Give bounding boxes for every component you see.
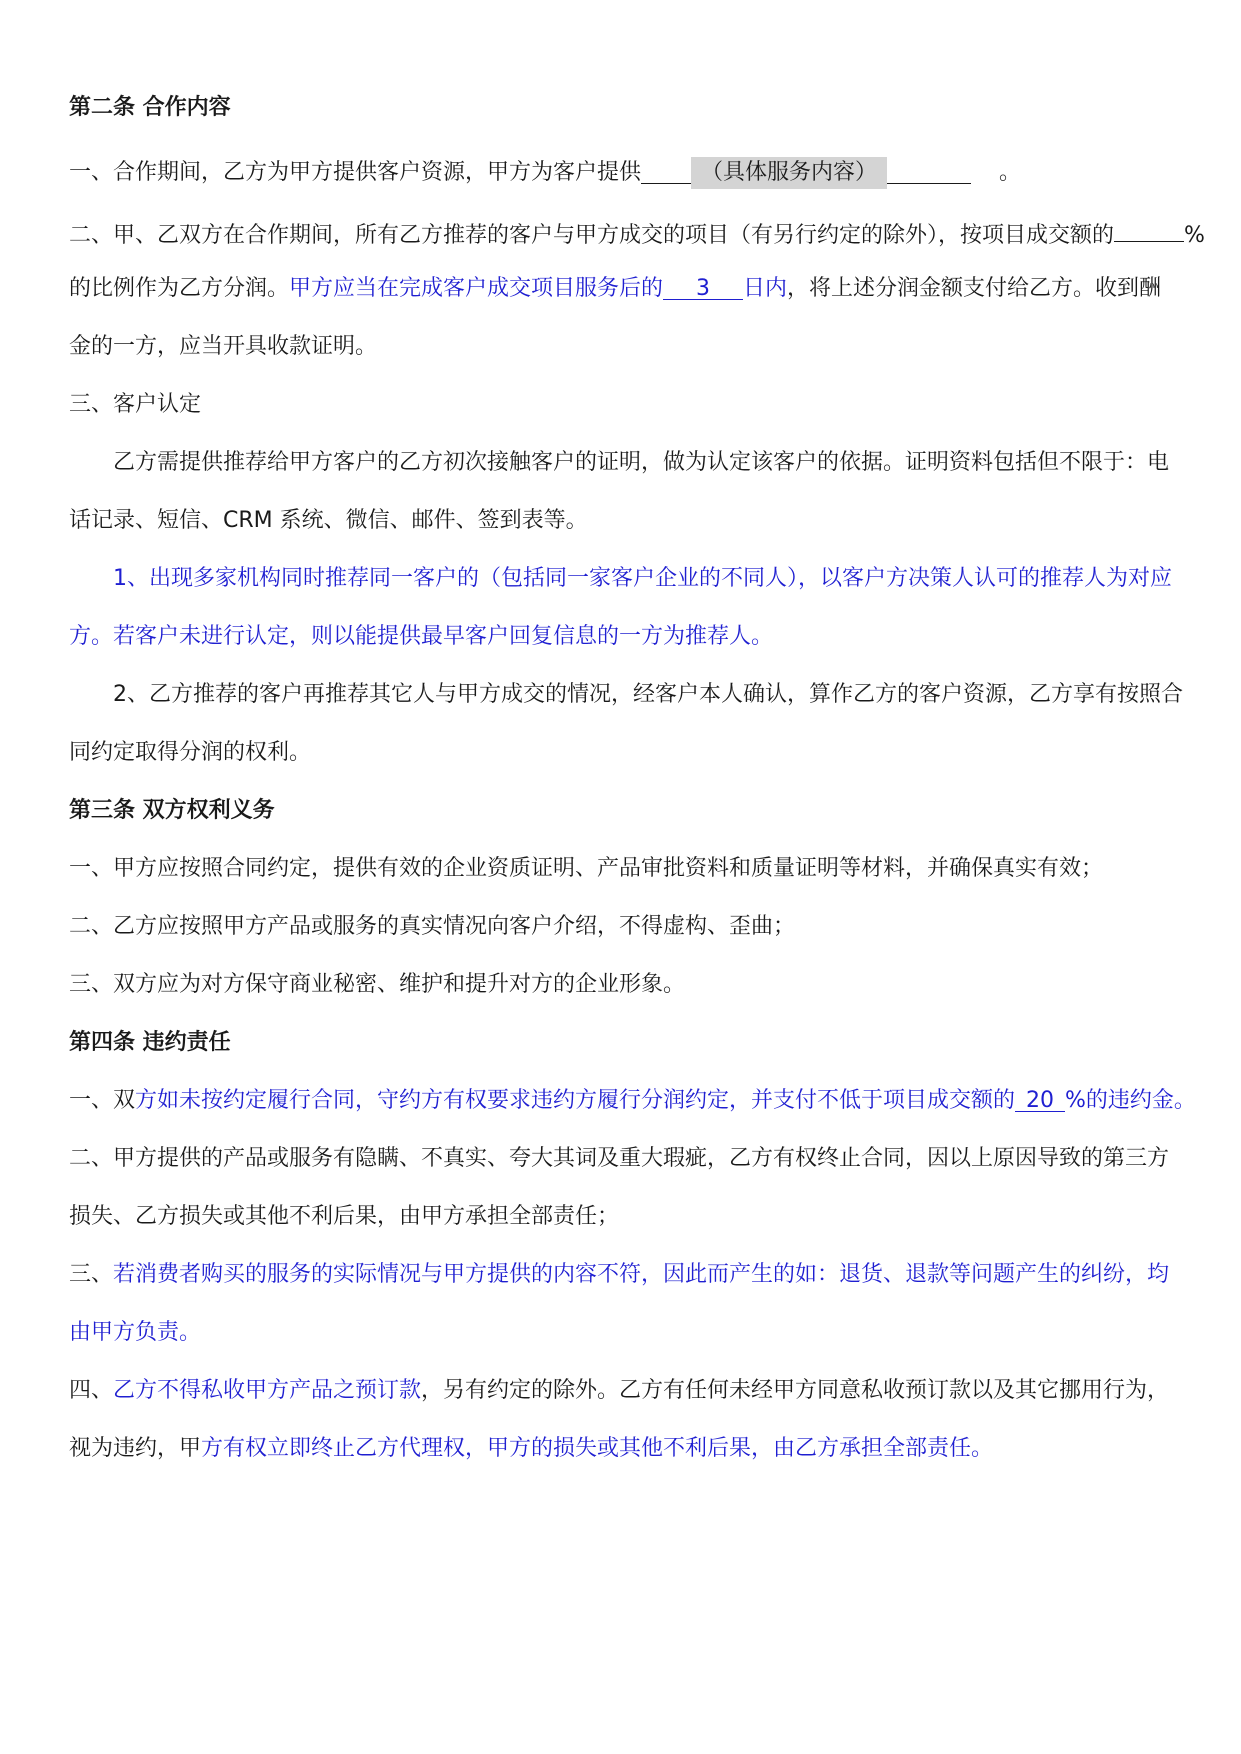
clause-2-3-item2-a: 2、乙方推荐的客户再推荐其它人与甲方成交的情况，经客户本人确认，算作乙方的客户资源，乙方享有按照合	[113, 682, 1184, 707]
clause-4-3-b: 由甲方负责。	[69, 1320, 202, 1345]
clause-4-4-end: 方有权立即终止乙方代理权，甲方的损失或其他不利后果，由乙方承担全部责任。	[201, 1436, 994, 1461]
clause-4-4-b	[69, 1433, 1221, 1465]
clause-2-3-item1-b: 方。若客户未进行认定，则以能提供最早客户回复信息的一方为推荐人。	[69, 624, 774, 649]
clause-4-1	[69, 1085, 1221, 1117]
clause-2-3-item2-b: 同约定取得分润的权利。	[69, 740, 312, 765]
clause-2-2-line3: 金的一方，应当开具收款证明。	[69, 334, 378, 359]
clause-4-4-num: 四、	[69, 1378, 114, 1403]
clause-4-3-a	[69, 1259, 1221, 1291]
payment-days-unit: 日内	[743, 276, 788, 301]
clause-4-1-start: 一、双	[69, 1088, 136, 1113]
clause-2-3-item1-a: 1、出现多家机构同时推荐同一客户的（包括同一家客户企业的不同人），以客户方决策人认可的推荐人为对应	[113, 566, 1173, 591]
service-content-field[interactable]	[641, 157, 971, 184]
clause-3-2: 二、乙方应按照甲方产品或服务的真实情况向客户介绍，不得虚构、歪曲；	[69, 914, 796, 939]
article-2-title: 第二条 合作内容	[69, 95, 231, 120]
clause-4-4-a	[69, 1375, 1221, 1407]
clause-4-1-end: %的违约金。	[1065, 1088, 1196, 1113]
clause-4-1-text: 方如未按约定履行合同，守约方有权要求违约方履行分润约定，并支付不低于项目成交额的	[135, 1088, 1016, 1113]
clause-4-3-text: 若消费者购买的服务的实际情况与甲方提供的内容不符，因此而产生的如：退货、退款等问题产生的纠纷，均	[113, 1262, 1170, 1287]
payment-term-text: 甲方应当在完成客户成交项目服务后的	[289, 276, 664, 301]
clause-2-1-text: 一、合作期间，乙方为甲方提供客户资源，甲方为客户提供	[69, 160, 642, 185]
clause-2-2-line1	[69, 215, 1221, 252]
percent-sign: %	[1184, 223, 1205, 248]
clause-2-1	[69, 157, 1221, 189]
payment-days-field[interactable]: 3	[663, 273, 743, 300]
clause-3-1: 一、甲方应按照合同约定，提供有效的企业资质证明、产品审批资料和质量证明等材料，并确保真实有效；	[69, 856, 1104, 881]
clause-4-2-a: 二、甲方提供的产品或服务有隐瞒、不真实、夸大其词及重大瑕疵，乙方有权终止合同，因以上原因导致的第三方	[69, 1146, 1170, 1171]
clause-2-2-line2	[69, 273, 1221, 305]
clause-2-2-text: 二、甲、乙双方在合作期间，所有乙方推荐的客户与甲方成交的项目（有另行约定的除外），按项目成交额的	[69, 223, 1115, 248]
clause-2-2-share: 的比例作为乙方分润。	[69, 276, 290, 301]
clause-4-2-b: 损失、乙方损失或其他不利后果，由甲方承担全部责任；	[69, 1204, 620, 1229]
clause-4-3-num: 三、	[69, 1262, 114, 1287]
clause-4-4-start: 视为违约，甲	[69, 1436, 202, 1461]
penalty-percent-field[interactable]: 20	[1015, 1085, 1065, 1112]
clause-4-4-highlight: 乙方不得私收甲方产品之预订款	[113, 1378, 422, 1403]
clause-2-3-text1: 乙方需提供推荐给甲方客户的乙方初次接触客户的证明，做为认定该客户的依据。证明资料包括但不限于：电	[113, 450, 1170, 475]
service-content-placeholder: （具体服务内容）	[691, 157, 887, 189]
clause-2-3-text2: 话记录、短信、CRM 系统、微信、邮件、签到表等。	[69, 508, 588, 533]
clause-2-2-pay: ，将上述分润金额支付给乙方。收到酬	[787, 276, 1162, 301]
clause-2-1-end: 。	[999, 160, 1022, 185]
article-3-title: 第三条 双方权利义务	[69, 798, 275, 823]
clause-4-4-text: ，另有约定的除外。乙方有任何未经甲方同意私收预订款以及其它挪用行为，	[421, 1378, 1170, 1403]
article-4-title: 第四条 违约责任	[69, 1030, 231, 1055]
clause-2-3-title: 三、客户认定	[69, 392, 202, 417]
share-percent-field[interactable]	[1114, 215, 1184, 242]
clause-3-3: 三、双方应为对方保守商业秘密、维护和提升对方的企业形象。	[69, 972, 686, 997]
